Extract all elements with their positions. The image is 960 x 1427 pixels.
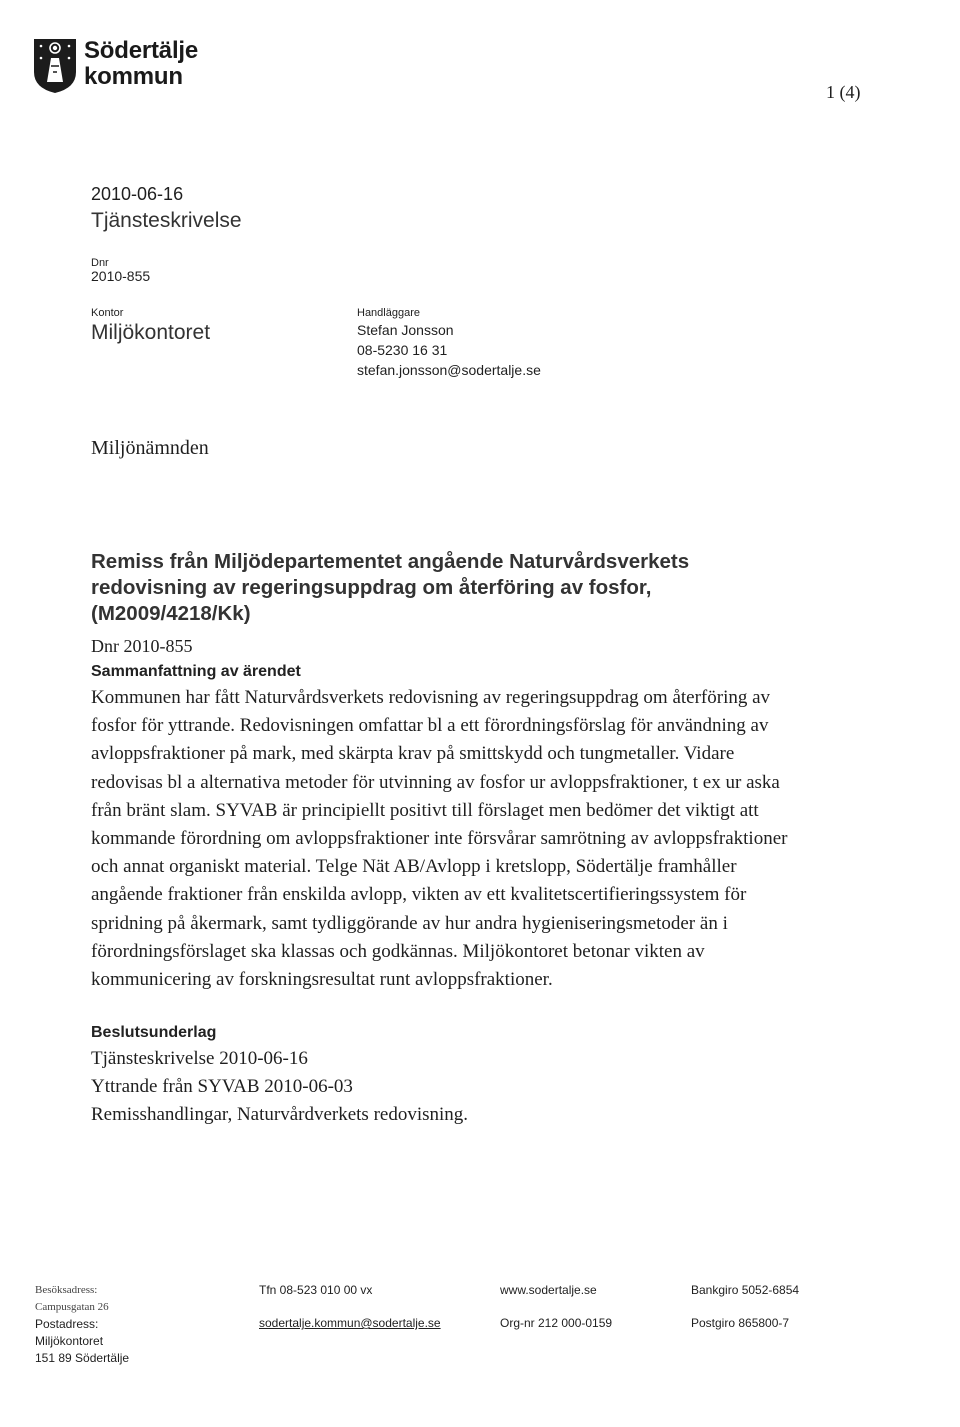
footer-web-column <box>500 1282 612 1332</box>
footer-postgiro: Postgiro 865800-7 <box>691 1316 790 1330</box>
page-footer <box>0 1282 960 1382</box>
title-line: redovisning av regeringsuppdrag om återföring av fosfor, <box>91 576 652 599</box>
handler-label: Handläggare <box>357 307 420 319</box>
recipient: Miljönämnden <box>91 437 209 459</box>
footer-email-link[interactable]: sodertalje.kommun@sodertalje.se <box>259 1316 441 1330</box>
summary-line: redovisas bl a alternativa metoder för utvinning av fosfor ur avloppsfraktioner, t ex ur aska <box>91 771 780 793</box>
basis-list <box>91 1045 468 1130</box>
title-dnr: Dnr 2010-855 <box>91 636 193 656</box>
summary-line: angående fraktioner från enskilda avlopp, vikten av ett kvalitetscertifieringssystem för <box>91 884 747 906</box>
basis-item: Tjänsteskrivelse 2010-06-16 <box>91 1048 308 1069</box>
handler-email: stefan.jonsson@sodertalje.se <box>357 362 541 378</box>
summary-line: avloppsfraktioner på mark, med skärpta krav på smittskydd och tungmetaller. Vidare <box>91 743 735 765</box>
basis-item: Remisshandlingar, Naturvårdverkets redovisning. <box>91 1104 469 1126</box>
summary-line: från bränt slam. SYVAB är principiellt positivt till förslaget men bedömer det viktigt att <box>91 799 759 821</box>
footer-address-column <box>35 1282 129 1367</box>
handler-phone: 08-5230 16 31 <box>357 342 448 358</box>
logo-line-1: Södertälje <box>84 37 199 64</box>
document-title <box>91 549 831 627</box>
postal-address-line: 151 89 Södertälje <box>35 1351 130 1365</box>
summary-line: och annat organiskt material. Telge Nät AB/Avlopp i kretslopp, Södertälje framhåller <box>91 856 737 878</box>
summary-line: Kommunen har fått Naturvårdsverkets redovisning av regeringsuppdrag om återföring av <box>91 687 771 708</box>
summary-heading: Sammanfattning av ärendet <box>91 663 301 680</box>
footer-org-nr: Org-nr 212 000-0159 <box>500 1316 613 1330</box>
office-value: Miljökontoret <box>91 321 211 344</box>
office-label: Kontor <box>91 307 124 319</box>
summary-line: kommande förordning om avloppsfraktioner inte försvårar samrötning av avloppsfraktioner <box>91 828 788 850</box>
summary-line: förordningsförslaget ska klassas och godkännas. Miljökontoret betonar vikten av <box>91 940 705 962</box>
dnr-label: Dnr <box>91 257 109 269</box>
footer-contact-column <box>259 1282 441 1332</box>
logo-line-2: kommun <box>84 63 183 90</box>
basis-heading: Beslutsunderlag <box>91 1024 217 1041</box>
summary-body <box>91 684 851 994</box>
title-line: Remiss från Miljödepartementet angående Naturvårdsverkets <box>91 550 690 573</box>
postal-address-line: Miljökontoret <box>35 1334 104 1348</box>
visit-address-label: Besöksadress: <box>35 1284 98 1296</box>
postal-address-label: Postadress: <box>35 1317 99 1331</box>
footer-bankgiro: Bankgiro 5052-6854 <box>691 1283 800 1297</box>
basis-item: Yttrande från SYVAB 2010-06-03 <box>91 1076 353 1098</box>
visit-address-value: Campusgatan 26 <box>35 1301 109 1313</box>
municipality-logo <box>33 38 77 94</box>
summary-line: spridning på åkermark, samt tydliggörande av hur andra hygieniseringsmetoder än i <box>91 912 728 934</box>
footer-phone: Tfn 08-523 010 00 vx <box>259 1283 373 1297</box>
document-date: 2010-06-16 <box>91 184 184 204</box>
summary-line: fosfor för yttrande. Redovisningen omfattar bl a ett förordningsförslag för användning av <box>91 715 769 737</box>
page-number: 1 (4) <box>826 82 861 102</box>
handler-name: Stefan Jonsson <box>357 322 454 338</box>
footer-payment-column <box>691 1282 799 1332</box>
document-type: Tjänsteskrivelse <box>91 209 242 232</box>
municipality-name <box>84 38 198 90</box>
dnr-value: 2010-855 <box>91 268 151 284</box>
footer-web-link[interactable]: www.sodertalje.se <box>500 1283 597 1297</box>
summary-line: kommunicering av forskningsresultat runt avloppsfraktioner. <box>91 969 553 991</box>
title-line: (M2009/4218/Kk) <box>91 602 251 625</box>
